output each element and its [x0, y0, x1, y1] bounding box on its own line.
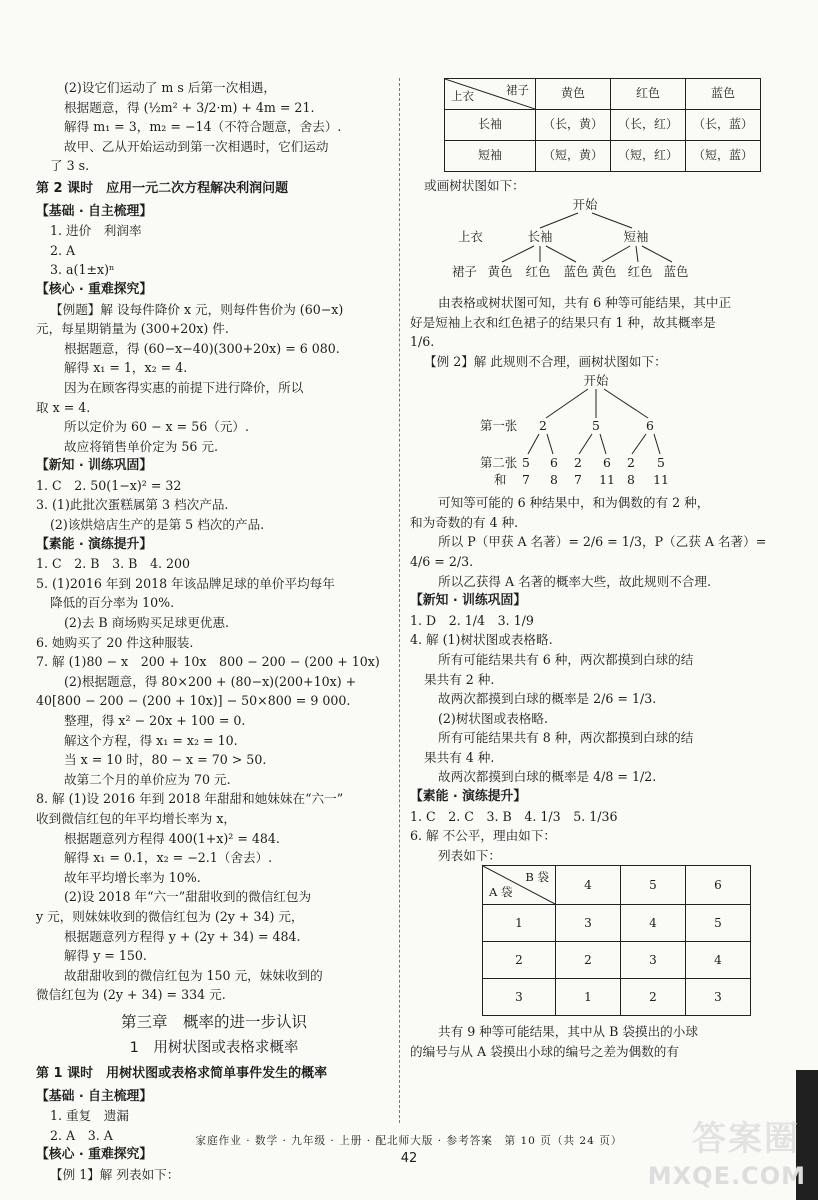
text-line: 取 x = 4.	[36, 399, 91, 415]
text-line: 1 用树状图或表格求概率	[129, 1039, 299, 1056]
table-row	[483, 979, 751, 1016]
text-line: 因为在顾客得实惠的前提下进行降价，所以	[64, 379, 304, 395]
row-header: 长袖	[445, 110, 536, 141]
col-header: 4	[556, 866, 621, 905]
text-line: 【例 1】解 列表如下：	[50, 1167, 180, 1183]
tree2-sum: 7	[522, 471, 530, 487]
tree2-sum: 8	[550, 471, 558, 487]
text-line: 故两次都摸到白球的概率是 4/8 = 1/2.	[438, 769, 657, 785]
text-line: 1/6.	[410, 334, 435, 350]
text-line: 所以乙获得 A 名著的概率大些，故此规则不合理.	[438, 573, 711, 589]
text-line: 解得 x₁ = 1，x₂ = 4.	[64, 360, 188, 376]
text-line: 由表格或树状图可知，共有 6 种等可能结果，其中正	[438, 295, 732, 311]
corner-bottom-label: A 袋	[489, 884, 513, 899]
table-cell: 3	[686, 979, 751, 1016]
tree1-edge	[642, 246, 672, 262]
row-header: 2	[483, 942, 556, 979]
tree1-edge	[502, 246, 534, 262]
text-line: 根据题意，得 (½m² + 3/2·m) + 4m = 21.	[64, 99, 315, 115]
table-row	[445, 141, 761, 172]
text-line: (2)设它们运动了 m s 后第一次相遇，	[64, 80, 276, 95]
text-line: 1. C 2. B 3. B 4. 200	[36, 556, 191, 572]
tree1-leaf: 黄色	[487, 263, 513, 279]
col-header: 6	[686, 866, 751, 905]
table-cell: （短，红）	[611, 141, 686, 172]
text-line: 收到微信红包的年平均增长率为 x，	[36, 810, 237, 826]
tree2-label-first: 第一张	[480, 417, 518, 433]
text-line: 果共有 4 种.	[424, 749, 495, 765]
tree2-edge	[632, 434, 646, 454]
table-cell: 1	[556, 979, 621, 1016]
text-line: 可知等可能的 6 种结果中，和为偶数的有 2 种，	[438, 495, 710, 511]
text-line: 1. D 2. 1/4 3. 1/9	[410, 612, 534, 628]
table-cell: 3	[556, 905, 621, 942]
tree2-root: 开始	[583, 372, 609, 388]
table-cell: 5	[686, 905, 751, 942]
text-line: 【例题】解 设每件降价 x 元，则每件售价为 (60−x)	[50, 301, 344, 317]
tree1-node: 短袖	[623, 228, 649, 244]
text-line: 3. (1)此批次蛋糕属第 3 档次产品.	[36, 497, 229, 513]
tree2-leaf: 2	[627, 454, 635, 470]
text-line: 【基础 · 自主梳理】	[36, 1088, 153, 1104]
col-header: 蓝色	[686, 79, 761, 110]
tree2-edge	[604, 389, 648, 418]
tree1-edge	[540, 213, 578, 228]
corner-top-label: 裙子	[506, 83, 529, 97]
text-line: 故两次都摸到白球的概率是 2/6 = 1/3.	[438, 691, 657, 707]
table-corner	[445, 79, 536, 110]
text-line: 好是短袖上衣和红色裙子的结果只有 1 种，故其概率是	[410, 314, 716, 330]
text-line: 的编号与从 A 袋摸出小球的编号之差为偶数的有	[410, 1044, 679, 1060]
tree1-intro: 或画树状图如下：	[424, 178, 525, 193]
text-line: 【例 2】解 此规则不合理，画树状图如下：	[424, 353, 667, 369]
text-line: (2)根据题意，得 80×200 + (80−x)(200+10x) +	[64, 673, 357, 689]
tree2-edge	[579, 434, 592, 454]
text-line: 故第二个月的单价应为 70 元.	[64, 771, 231, 787]
tree1-leaf: 黄色	[591, 263, 617, 279]
text-line: 整理，得 x² − 20x + 100 = 0.	[64, 713, 246, 728]
page-number: 42	[400, 1151, 418, 1166]
text-line: 微信红包为 (2y + 34) = 334 元.	[36, 987, 226, 1003]
col-header: 5	[621, 866, 686, 905]
table-corner	[483, 866, 556, 905]
page-footer: 家庭作业 · 数学 · 九年级 · 上册 · 配北师大版 · 参考答案 第 10 页（共 24 页）	[195, 1135, 623, 1147]
tree1-edge	[592, 213, 632, 228]
text-line: 8. 解 (1)设 2016 年到 2018 年甜甜和她妹妹在“六一”	[36, 791, 344, 807]
table-cell: 3	[621, 942, 686, 979]
table-row	[483, 942, 751, 979]
text-line: 共有 9 种等可能结果，其中从 B 袋摸出的小球	[438, 1024, 698, 1040]
table-cell: （短，黄）	[536, 141, 611, 172]
text-line: 列表如下：	[438, 847, 501, 863]
text-line: (2)去 B 商场购买足球更优惠.	[64, 615, 230, 631]
tree2-leaf: 6	[550, 454, 558, 470]
text-line: 1. 重复 遗漏	[50, 1108, 129, 1124]
text-line: 【新知 · 训练巩固】	[36, 458, 153, 474]
table-cell: （短，蓝）	[686, 141, 761, 172]
text-line: 【素能 · 演练提升】	[36, 536, 153, 552]
table-cell: 2	[556, 942, 621, 979]
text-line: 7. 解 (1)80 − x 200 + 10x 800 − 200 − (200 + 10x)	[36, 654, 380, 670]
text-line: 故应将销售单价定为 56 元.	[64, 438, 218, 454]
text-line: 4. 解 (1)树状图或表格略.	[410, 632, 553, 648]
text-line: 当 x = 10 时，80 − x = 70 > 50.	[64, 752, 267, 768]
text-line: 所有可能结果共有 8 种，两次都摸到白球的结	[438, 730, 694, 746]
clothing-tree-diagram	[410, 196, 782, 288]
watermark-logo: 答案圈	[692, 1119, 800, 1159]
text-line: 果共有 2 种.	[424, 671, 495, 687]
tree2-edge	[546, 389, 588, 418]
row-header: 1	[483, 905, 556, 942]
text-line: y 元，则妹妹收到的微信红包为 (2y + 34) 元，	[36, 908, 304, 924]
text-line: 根据题意列方程得 y + (2y + 34) = 484.	[64, 928, 301, 944]
text-line: 故甜甜收到的微信红包为 150 元，妹妹收到的	[64, 967, 323, 983]
text-line: 解得 x₁ = 0.1，x₂ = −2.1（舍去）.	[64, 850, 273, 866]
text-line: 所有可能结果共有 6 种，两次都摸到白球的结	[438, 651, 694, 667]
column-divider	[399, 78, 400, 1123]
text-line: 40[800 − 200 − (200 + 10x)] − 50×800 = 9 000.	[36, 693, 351, 709]
table-cell: （长，红）	[611, 110, 686, 141]
table-cell: 4	[686, 942, 751, 979]
table-row	[483, 905, 751, 942]
table-cell: 2	[621, 979, 686, 1016]
text-line: 【素能 · 演练提升】	[410, 789, 527, 805]
tree2-leaf: 5	[522, 454, 530, 470]
text-line: 6. 解 不公平，理由如下：	[410, 828, 556, 844]
ball-difference-table	[482, 865, 751, 1016]
right-column	[410, 78, 782, 1062]
text-line: 第三章 概率的进一步认识	[120, 1012, 307, 1031]
tree1-level2-label: 裙子	[452, 263, 477, 279]
text-line: 故甲、乙从开始运动到第一次相遇时，它们运动	[64, 138, 329, 154]
text-line: 【核心 · 重难探究】	[36, 281, 153, 297]
row-header: 3	[483, 979, 556, 1016]
text-line: 解得 m₁ = 3，m₂ = −14（不符合题意，舍去）.	[64, 119, 342, 135]
tree2-sum: 8	[627, 471, 635, 487]
text-line: (2)树状图或表格略.	[438, 710, 548, 726]
tree1-level1-label: 上衣	[458, 228, 483, 244]
table-cell: （长，蓝）	[686, 110, 761, 141]
text-line: 第 2 课时 应用一元二次方程解决利润问题	[36, 180, 289, 196]
clothing-table	[444, 78, 761, 172]
tree2-node: 5	[592, 417, 600, 433]
tree2-sum: 7	[574, 471, 582, 487]
table-cell: （长，黄）	[536, 110, 611, 141]
text-line: 元，每星期销量为 (300+20x) 件.	[36, 321, 229, 337]
tree2-edge	[528, 434, 539, 454]
tree1-leaf: 蓝色	[663, 263, 689, 279]
text-line: 根据题意，得 (60−x−40)(300+20x) = 6 080.	[64, 340, 340, 356]
tree2-leaf: 5	[657, 454, 665, 470]
text-line: 4/6 = 2/3.	[410, 553, 474, 569]
corner-top-label: B 袋	[525, 870, 549, 885]
text-line: 【基础 · 自主梳理】	[36, 203, 153, 219]
tree2-edge	[600, 434, 606, 454]
card-sum-tree-diagram	[410, 372, 782, 488]
watermark-url: MXQE.COM	[647, 1162, 806, 1190]
tree2-sum: 11	[599, 471, 615, 487]
tree1-leaf: 红色	[627, 263, 653, 279]
tree2-leaf: 6	[603, 454, 611, 470]
left-column	[36, 78, 392, 1185]
text-line: 降低的百分率为 10%.	[50, 595, 175, 611]
text-line: 2. A 3. A	[50, 1127, 113, 1143]
text-line: 1. C 2. 50(1−x)² = 32	[36, 477, 182, 493]
text-line: 所以 P（甲获 A 名著）= 2/6 = 1/3，P（乙获 A 名著）=	[438, 534, 767, 550]
tree1-leaf: 红色	[525, 263, 551, 279]
text-line: 了 3 s.	[50, 158, 90, 174]
text-line: 故年平均增长率为 10%.	[64, 869, 201, 885]
table-cell: 4	[621, 905, 686, 942]
text-line: 3. a(1±x)ⁿ	[50, 262, 115, 278]
col-header: 红色	[611, 79, 686, 110]
tree2-leaf: 2	[574, 454, 582, 470]
tree1-node: 长袖	[527, 228, 553, 244]
text-line: 5. (1)2016 年到 2018 年该品牌足球的单价平均每年	[36, 575, 335, 591]
text-line: 根据题意列方程得 400(1+x)² = 484.	[64, 830, 280, 846]
row-header: 短袖	[445, 141, 536, 172]
tree1-leaf: 蓝色	[563, 263, 589, 279]
text-line: (2)该烘焙店生产的是第 5 档次的产品.	[50, 517, 265, 533]
tree1-edge	[636, 246, 638, 262]
text-line: (2)设 2018 年“六一”甜甜收到的微信红包为	[64, 889, 312, 905]
text-line: 1. C 2. C 3. B 4. 1/3 5. 1/36	[410, 808, 618, 824]
tree1-edge	[546, 246, 576, 262]
text-line: 1. 进价 利润率	[50, 223, 142, 239]
text-line: 解这个方程，得 x₁ = x₂ = 10.	[64, 732, 238, 748]
text-line: 解得 y = 150.	[64, 948, 147, 964]
text-line: 【新知 · 训练巩固】	[410, 593, 527, 609]
text-line: 2. A	[50, 242, 76, 258]
tree2-label-second: 第二张	[480, 454, 518, 470]
tree2-node: 6	[646, 417, 654, 433]
tree1-root: 开始	[572, 196, 598, 212]
tree2-label-sum: 和	[494, 471, 507, 487]
tree2-node: 2	[539, 417, 547, 433]
text-line: 6. 她购买了 20 件这种服装.	[36, 634, 194, 650]
text-line: 所以定价为 60 − x = 56（元）.	[64, 419, 250, 435]
corner-bottom-label: 上衣	[451, 89, 474, 104]
tree1-edge	[602, 246, 630, 262]
text-line: 第 1 课时 用树状图或表格求简单事件发生的概率	[36, 1066, 328, 1082]
table-row	[445, 110, 761, 141]
tree2-edge	[654, 434, 660, 454]
tree2-edge	[547, 434, 553, 454]
col-header: 黄色	[536, 79, 611, 110]
tree2-sum: 11	[653, 471, 669, 487]
text-line: 和为奇数的有 4 种.	[410, 514, 519, 530]
text-line: 【核心 · 重难探究】	[36, 1147, 153, 1163]
